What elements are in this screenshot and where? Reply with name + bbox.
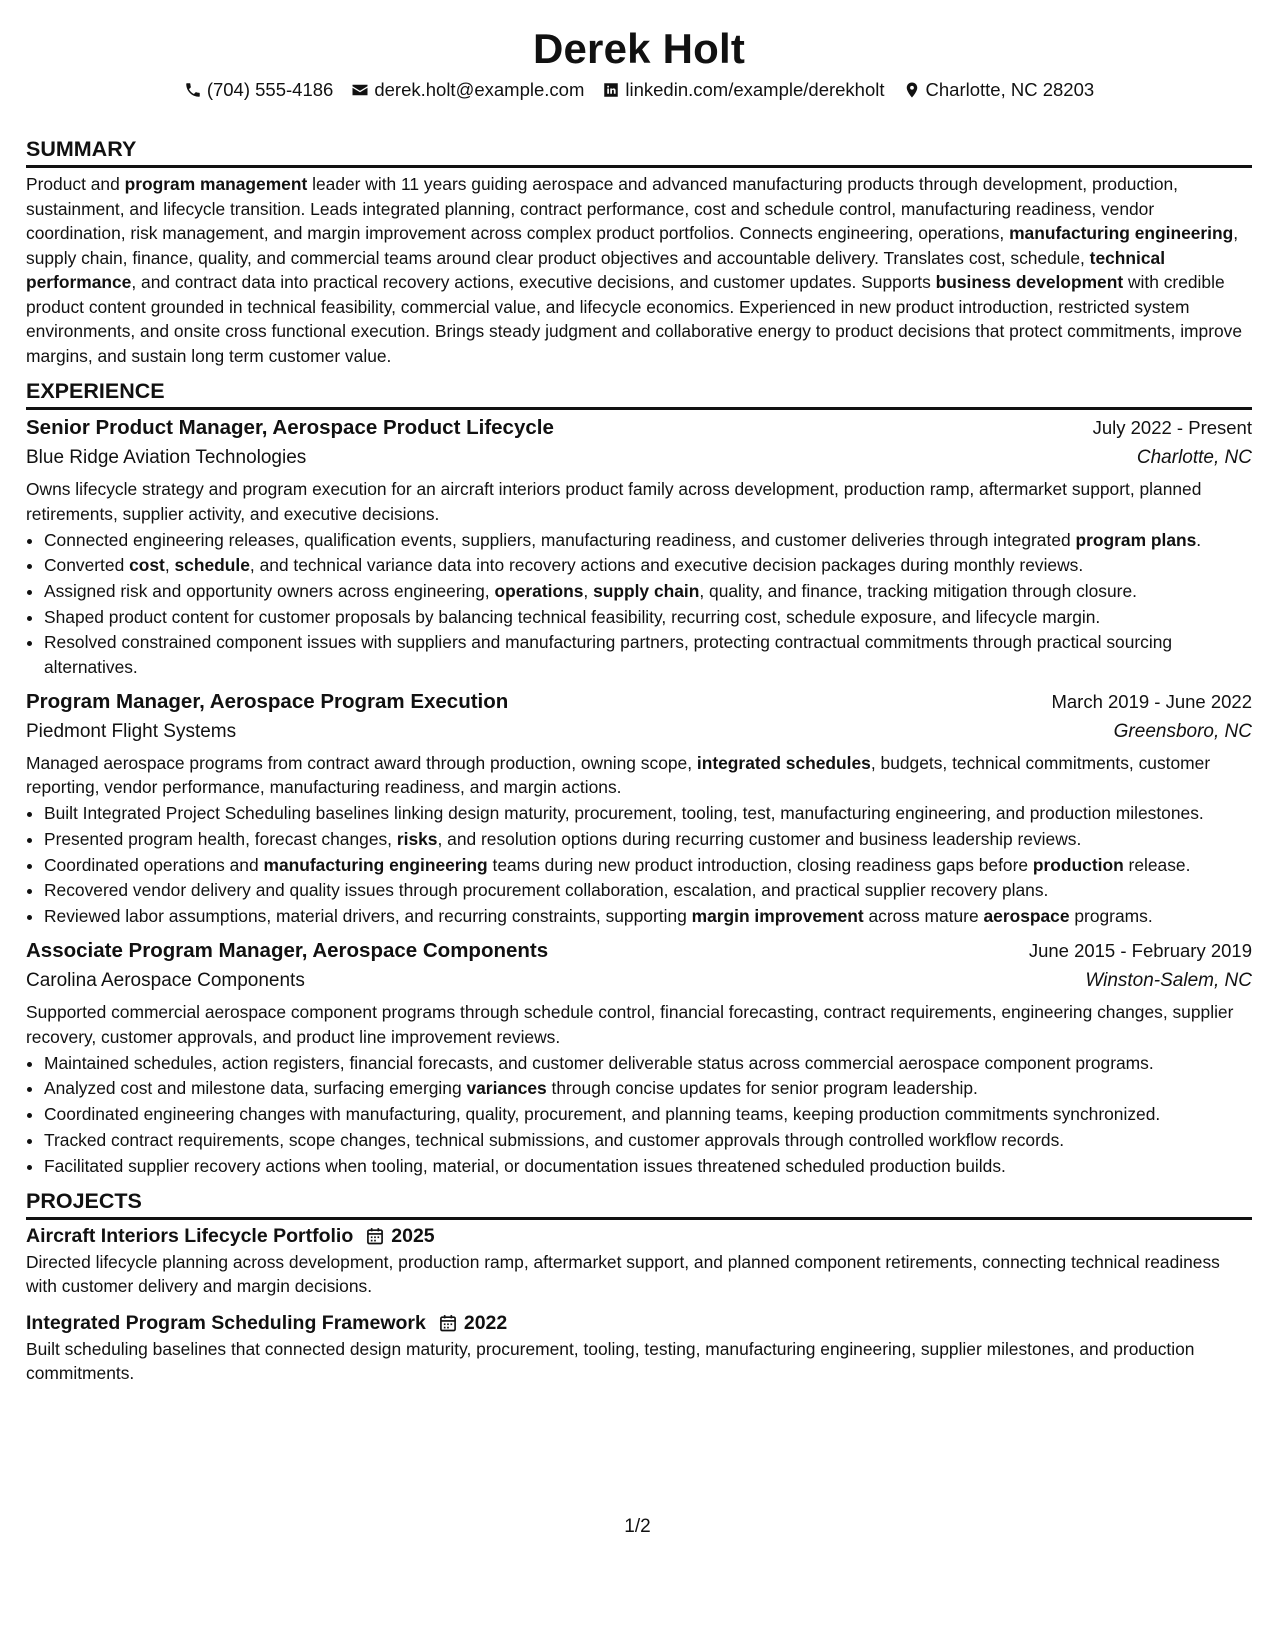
job-dates: July 2022 - Present (1092, 417, 1252, 438)
project-year (365, 1222, 434, 1250)
job-bullets (26, 528, 1252, 679)
contact-location (903, 76, 1095, 104)
page-number: 1/2 (624, 1516, 651, 1537)
bullet-item: • Coordinated engineering changes with manufacturing, quality, procurement, and planning teams, keeping production commitments synchronized. (44, 1102, 1252, 1126)
bullet-item: • Resolved constrained component issues with suppliers and manufacturing partners, protecting contractual commitments through practical sourcing alternatives. (44, 630, 1252, 678)
bold-keyword: operations (494, 580, 584, 601)
bullet-item: • Shaped product content for customer proposals by balancing technical feasibility, recurring cost, schedule exposure, and lifecycle margin. (44, 605, 1252, 629)
bullet-item: • Assigned risk and opportunity owners across engineering, operations, supply chain, quality, and finance, tracking mitigation through closure. (44, 579, 1252, 603)
calendar-icon (438, 1313, 458, 1333)
job-description: Supported commercial aerospace component programs through schedule control, financial forecasting, contract requirements, engineering changes, supplier recovery, customer approvals, and product line improvement reviews. (26, 1002, 1234, 1047)
job-subheader (26, 717, 1252, 747)
job-entry (26, 413, 1252, 679)
company-name: Carolina Aerospace Components (26, 970, 305, 992)
job-location: Charlotte, NC (1136, 447, 1252, 468)
job-header (26, 413, 1252, 443)
location-text: Charlotte, NC 28203 (925, 79, 1095, 100)
bullet-item: • Built Integrated Project Scheduling baselines linking design maturity, procurement, tooling, test, manufacturing engineering, and production milestones. (44, 801, 1252, 825)
bullet-item: • Analyzed cost and milestone data, surfacing emerging variances through concise updates for senior program leadership. (44, 1076, 1252, 1100)
job-dates: March 2019 - June 2022 (1051, 690, 1252, 712)
project-description: Built scheduling baselines that connected design maturity, procurement, tooling, testing, manufacturing engineering, supplier milestones, and production commitments. (26, 1338, 1195, 1384)
phone-text: (704) 555-4186 (206, 79, 334, 100)
bold-keyword: supply chain (593, 580, 700, 601)
candidate-name: Derek Holt (532, 25, 746, 72)
email-link[interactable]: derek.holt@example.com (374, 79, 585, 100)
job-bullets (26, 801, 1252, 928)
project-header (26, 1222, 1252, 1250)
phone-icon (184, 81, 202, 99)
bullet-item: • Reviewed labor assumptions, material drivers, and recurring constraints, supporting margin improvement across mature aerospace programs. (44, 904, 1252, 928)
bullet-item: • Presented program health, forecast changes, risks, and resolution options during recurring customer and business leadership reviews. (44, 827, 1252, 851)
contact-phone (184, 76, 334, 104)
experience-list (26, 413, 1252, 1178)
envelope-icon (351, 81, 369, 99)
bullet-item: • Tracked contract requirements, scope changes, technical submissions, and customer approvals through controlled workflow records. (44, 1128, 1252, 1152)
job-dates: June 2015 - February 2019 (1028, 940, 1252, 962)
map-pin-icon (903, 81, 921, 99)
job-location: Winston-Salem, NC (1085, 970, 1252, 992)
calendar-icon (365, 1226, 385, 1246)
bold-keyword: aerospace (983, 906, 1070, 927)
bold-keyword: integrated schedules (696, 752, 871, 773)
project-year-text: 2022 (463, 1311, 508, 1334)
project-entry (26, 1309, 1252, 1386)
job-title: Associate Program Manager, Aerospace Components (26, 939, 549, 963)
bold-keyword: margin improvement (691, 906, 864, 927)
company-name: Blue Ridge Aviation Technologies (26, 447, 307, 468)
job-subheader (26, 966, 1252, 996)
job-header (26, 936, 1252, 966)
bold-keyword: cost (129, 555, 165, 576)
project-year-text: 2025 (391, 1224, 435, 1247)
summary-heading: SUMMARY (26, 134, 1252, 168)
project-name: Aircraft Interiors Lifecycle Portfolio (26, 1224, 354, 1247)
project-name: Integrated Program Scheduling Framework (26, 1311, 426, 1334)
bold-keyword: variances (466, 1078, 547, 1099)
projects-heading: PROJECTS (26, 1186, 1252, 1220)
job-header (26, 687, 1252, 717)
contact-bar (26, 76, 1252, 104)
job-subheader (26, 443, 1252, 473)
contact-linkedin[interactable] (602, 76, 884, 104)
bullet-item: • Facilitated supplier recovery actions when tooling, material, or documentation issues threatened scheduled production builds. (44, 1154, 1252, 1178)
bold-keyword: technical performance (26, 247, 1166, 292)
job-bullets (26, 1051, 1252, 1178)
bold-keyword: schedule (174, 555, 250, 576)
contact-email[interactable] (351, 76, 584, 104)
bullet-item: • Converted cost, schedule, and technical variance data into recovery actions and executive decision packages during monthly reviews. (44, 553, 1252, 577)
bullet-item: • Connected engineering releases, qualification events, suppliers, manufacturing readiness, and customer deliveries through integrated program plans. (44, 528, 1252, 552)
job-description: Managed aerospace programs from contract award through production, owning scope, integrated schedules, budgets, technical commitments, customer reporting, vendor performance, manufacturing readiness, and margin actions. (26, 752, 1211, 798)
bullet-item: • Maintained schedules, action registers, financial forecasts, and customer deliverable status across commercial aerospace component programs. (44, 1051, 1252, 1075)
bold-keyword: production (1032, 854, 1124, 875)
linkedin-link[interactable]: linkedin.com/example/derekholt (625, 79, 885, 100)
bold-keyword: manufacturing engineering (263, 854, 488, 875)
bold-keyword: business development (935, 272, 1124, 292)
bold-keyword: risks (396, 828, 438, 849)
bold-keyword: manufacturing engineering (1009, 223, 1234, 243)
job-description: Owns lifecycle strategy and program execution for an aircraft interiors product family across development, production ramp, aftermarket support, planned retirements, supplier activity, and executive decisions. (26, 479, 1202, 524)
bullet-item: • Coordinated operations and manufacturing engineering teams during new product introduction, closing readiness gaps before production release. (44, 853, 1252, 877)
experience-heading: EXPERIENCE (26, 376, 1252, 410)
job-entry (26, 936, 1252, 1178)
job-title: Senior Product Manager, Aerospace Product Lifecycle (26, 416, 554, 439)
project-header (26, 1309, 1252, 1337)
resume-page (26, 0, 1252, 1386)
job-location: Greensboro, NC (1113, 720, 1252, 742)
bullet-item: • Recovered vendor delivery and quality issues through procurement collaboration, escalation, and practical supplier recovery plans. (44, 878, 1252, 902)
job-title: Program Manager, Aerospace Program Execution (26, 689, 509, 713)
bold-keyword: program management (124, 174, 308, 194)
project-description: Directed lifecycle planning across development, production ramp, aftermarket support, and planned component retirements, connecting technical readiness with customer delivery and margin decisions. (26, 1251, 1220, 1297)
company-name: Piedmont Flight Systems (26, 720, 237, 742)
project-entry (26, 1222, 1252, 1299)
linkedin-icon (602, 81, 620, 99)
bold-keyword: program plans (1075, 529, 1197, 550)
job-entry (26, 687, 1252, 929)
project-year (438, 1309, 507, 1337)
projects-list (26, 1222, 1252, 1386)
summary-text: Product and program management leader with 11 years guiding aerospace and advanced manufacturing products through development, production, sustainment, and lifecycle transition. Leads integrated planning, contract performance, cost and schedule control, manufacturing readiness, vendor coordination, risk management, and margin improvement across complex product portfolios. Connects engineering, operations, manufacturing engineering, supply chain, finance, quality, and commercial teams around clear product objectives and accountable delivery. Translates cost, schedule, technical performance, and contract data into practical recovery actions, executive decisions, and customer updates. Supports business development with credible product content grounded in technical feasibility, commercial value, and lifecycle economics. Experienced in new product introduction, restricted system environments, and onsite cross functional execution. Brings steady judgment and collaborative energy to product decisions that protect commitments, improve margins, and sustain long term customer value. (26, 174, 1243, 366)
